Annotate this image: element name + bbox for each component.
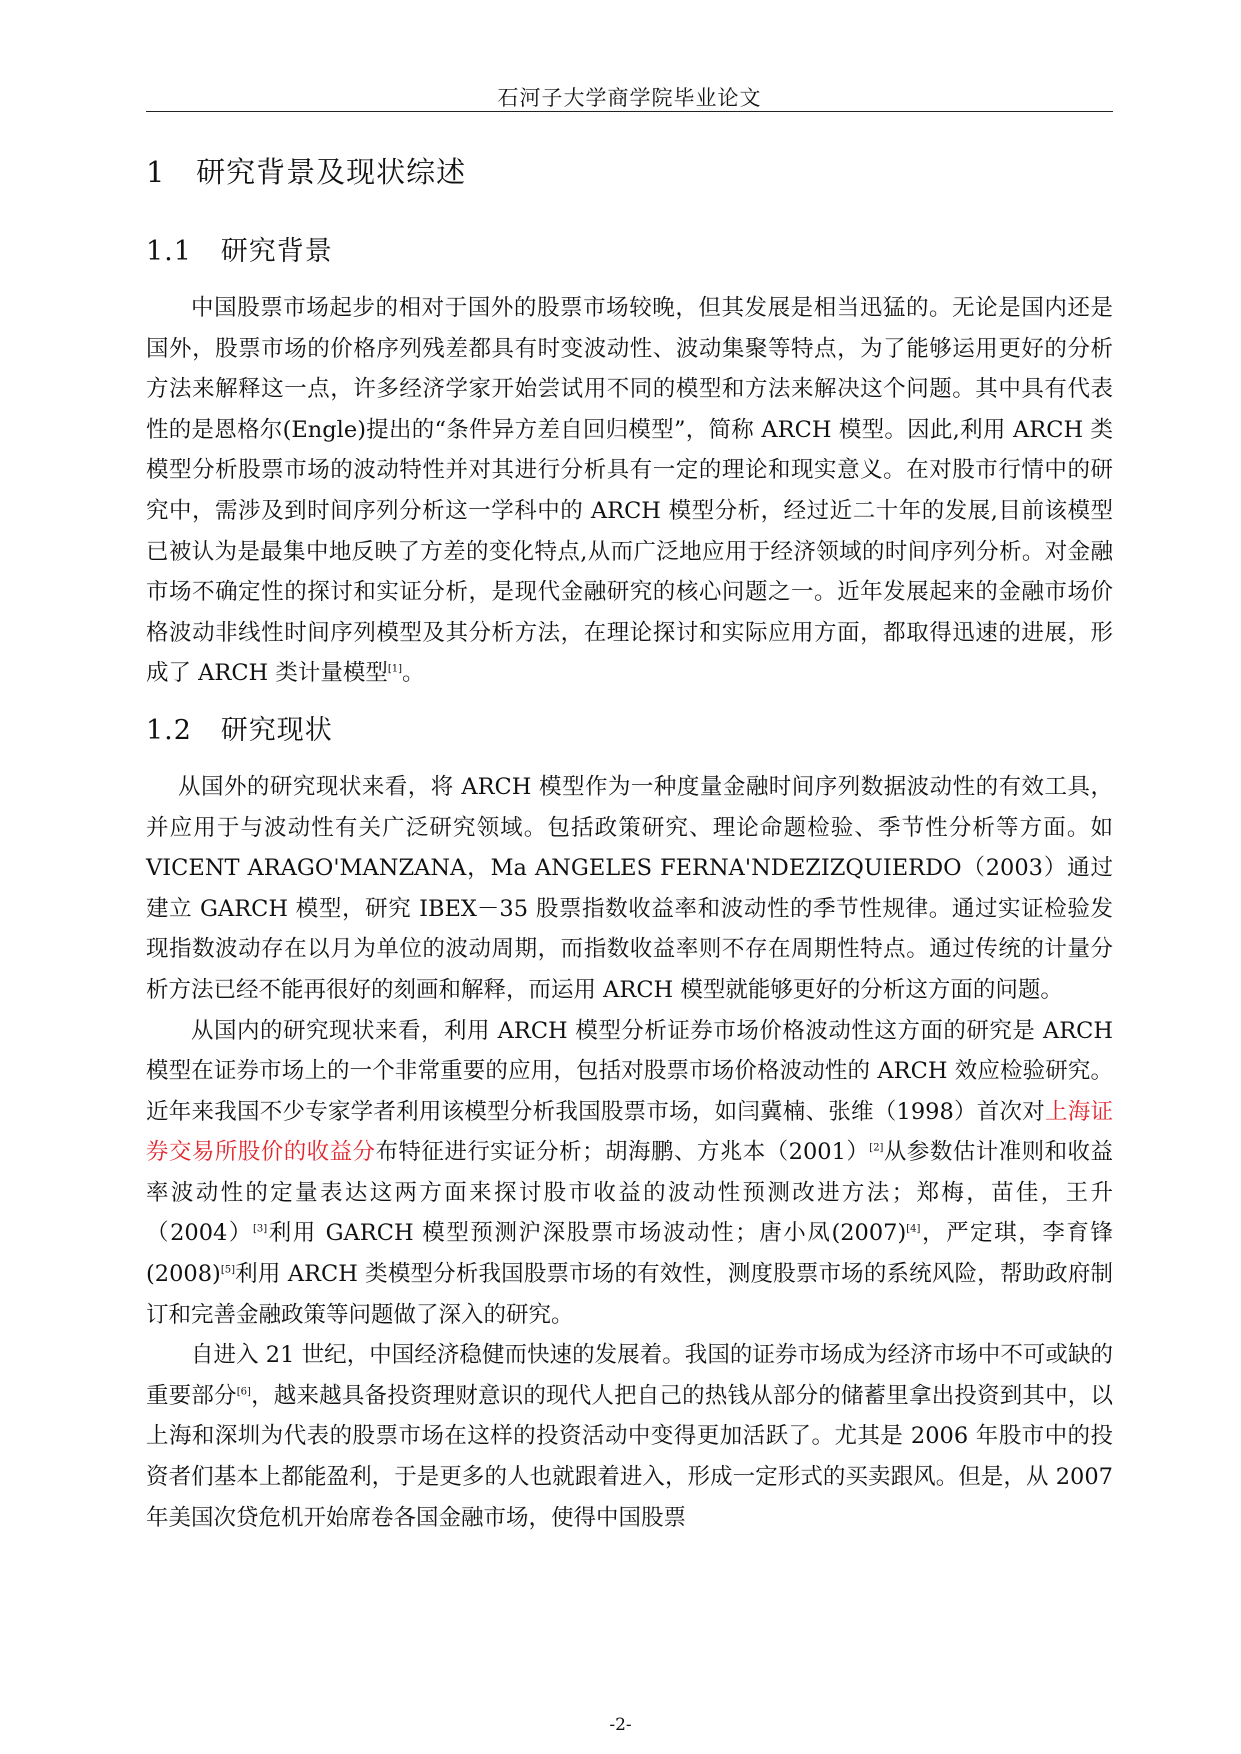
paragraph-text: 从参数估计准则和收益率波动性的定量表达这两方面来探讨股市收益的波动性预测改进方法；郑梅，苗佳，王升（2004） <box>146 1139 1113 1247</box>
paragraph-foreign-research <box>146 767 1113 1011</box>
paragraph-text: 布特征进行实证分析；胡海鹏、方兆本（2001） <box>375 1139 870 1166</box>
chapter-number: 1 <box>146 155 166 189</box>
section-number: 1.2 <box>146 714 192 746</box>
highlighted-text: 上海证券交易所股价的收益分 <box>146 1098 1113 1166</box>
paragraph-domestic-research <box>146 1011 1113 1336</box>
citation-6: [6] <box>236 1386 251 1398</box>
chapter-title: 研究背景及现状综述 <box>196 155 467 189</box>
paragraph-background <box>146 288 1113 694</box>
paragraph-text: 中国股票市场起步的相对于国外的股票市场较晚，但其发展是相当迅猛的。无论是国内还是国外，股票市场的价格序列残差都具有时变波动性、波动集聚等特点，为了能够运用更好的分析方法来解释这一点，许多经济学家开始尝试用不同的模型和方法来解决这个问题。其中具有代表性的是恩格尔(Engle)提出的“条件异方差自回归模型”，简称 ARCH 模型。因此,利用 ARCH 类模型分析股票市场的波动特性并对其进行分析具有一定的理论和现实意义。在对股市行情中的研究中，需涉及到时间序列分析这一学科中的 ARCH 模型分析，经过近二十年的发展,目前该模型已被认为是最集中地反映了方差的变化特点,从而广泛地应用于经济领域的时间序列分析。对金融市场不确定性的探讨和实证分析，是现代金融研究的核心问题之一。近年发展起来的金融市场价格波动非线性时间序列模型及其分析方法，在理论探讨和实际应用方面，都取得迅速的进展，形成了 ARCH 类计量模型 <box>146 295 1113 687</box>
section-heading-1-1 <box>146 229 1113 268</box>
section-title: 研究现状 <box>220 714 333 746</box>
section-heading-1-2 <box>146 708 1113 747</box>
paragraph-text: 利用 ARCH 类模型分析我国股票市场的有效性，测度股票市场的系统风险，帮助政府制订和完善金融政策等问题做了深入的研究。 <box>146 1261 1113 1328</box>
page-body <box>146 150 1113 1538</box>
chapter-heading <box>146 150 1113 191</box>
running-header: 石河子大学商学院毕业论文 <box>497 86 762 110</box>
paragraph-text-end: ，越来越具备投资理财意识的现代人把自己的热钱从部分的储蓄里拿出投资到其中，以上海和深圳为代表的股票市场在这样的投资活动中变得更加活跃了。尤其是 2006 年股市中的投资者们基本上都能盈利，于是更多的人也就跟着进入，形成一定形式的买卖跟风。但是，从 2007 年美国次贷危机开始席卷各国金融市场，使得中国股票 <box>146 1382 1113 1531</box>
paragraph-text: 从国外的研究现状来看，将 ARCH 模型作为一种度量金融时间序列数据波动性的有效工具，并应用于与波动性有关广泛研究领域。包括政策研究、理论命题检验、季节性分析等方面。如 VICENT ARAGO'MANZANA，Ma ANGELES FERNA'NDEZIZQUIERDO（2003）通过建立 GARCH 模型，研究 IBEX－35 股票指数收益率和波动性的季节性规律。通过实证检验发现指数波动存在以月为单位的波动周期，而指数收益率则不存在周期性特点。通过传统的计量分析方法已经不能再很好的刻画和解释，而运用 ARCH 模型就能够更好的分析这方面的问题。 <box>146 773 1113 1003</box>
citation-3: [3] <box>252 1223 268 1235</box>
header-rule <box>146 111 1113 112</box>
paragraph-text: ，严定琪，李育锋(2008) <box>146 1220 1113 1288</box>
paragraph-text-end: 。 <box>402 660 425 687</box>
citation-4: [4] <box>906 1223 921 1235</box>
paragraph-text: 从国内的研究现状来看，利用 ARCH 模型分析证券市场价格波动性这方面的研究是 ARCH 模型在证券市场上的一个非常重要的应用，包括对股票市场价格波动性的 ARCH 效应检验研究。近年来我国不少专家学者利用该模型分析我国股票市场，如闫冀楠、张维（1998）首次对 <box>146 1017 1113 1125</box>
paragraph-text: 自进入 21 世纪，中国经济稳健而快速的发展着。我国的证券市场成为经济市场中不可或缺的重要部分 <box>146 1342 1113 1409</box>
citation-5: [5] <box>220 1264 235 1276</box>
section-number: 1.1 <box>146 236 192 267</box>
paragraph-21st-century <box>146 1335 1113 1538</box>
citation-2: [2] <box>869 1142 884 1154</box>
page-number: -2- <box>609 1715 632 1735</box>
paragraph-text: 利用 GARCH 模型预测沪深股票市场波动性；唐小凤(2007) <box>267 1220 907 1247</box>
section-title: 研究背景 <box>220 236 333 267</box>
citation-1: [1] <box>387 663 403 675</box>
